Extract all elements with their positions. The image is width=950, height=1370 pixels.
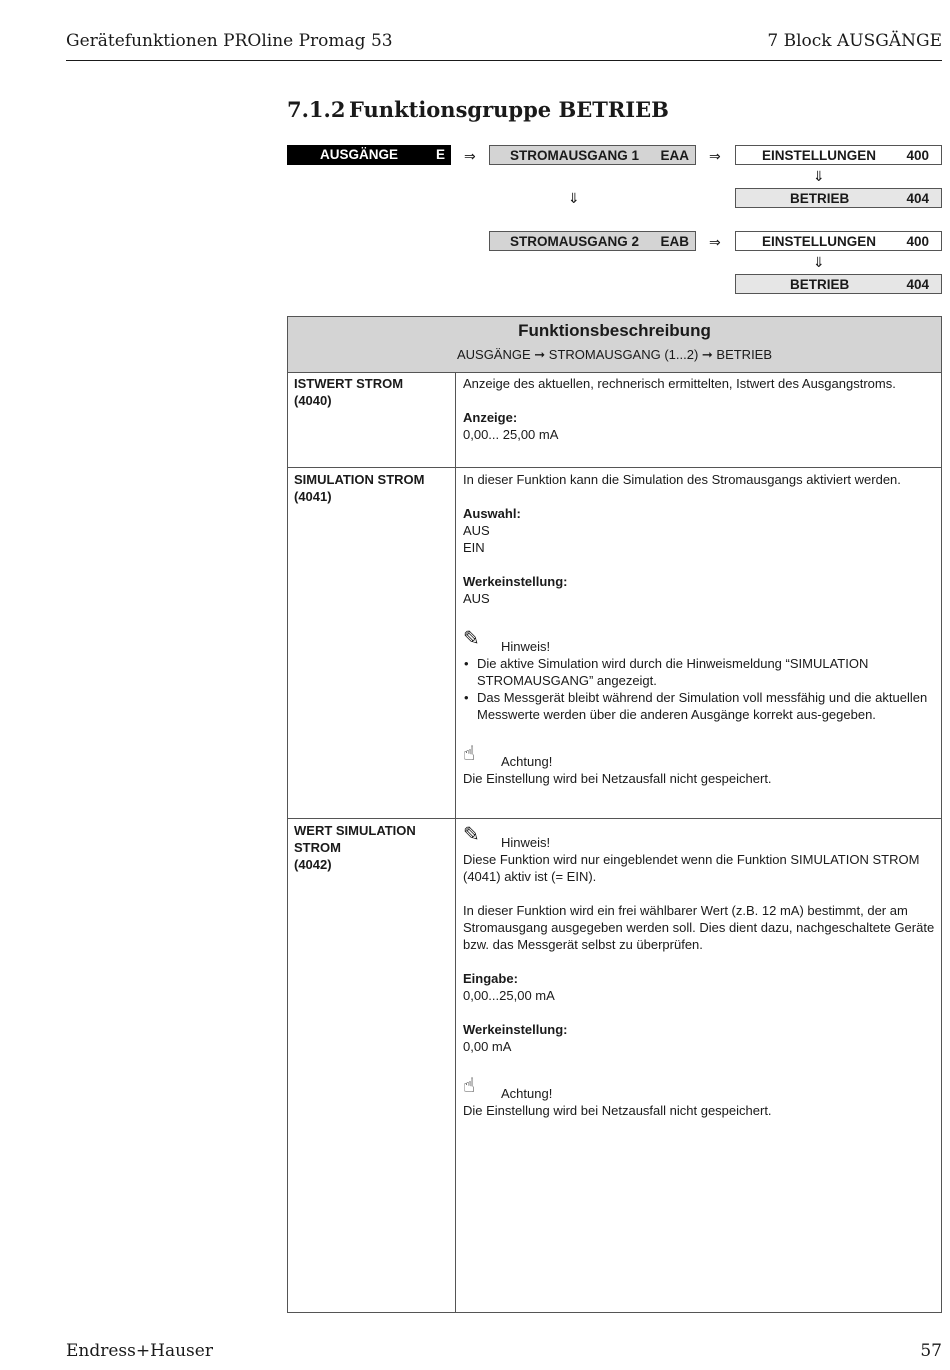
caution-block [463, 1077, 938, 1102]
box-stromausgang-1-label: STROMAUSGANG 1 [510, 148, 640, 163]
row-simulation-strom-desc [463, 471, 938, 787]
caution-block [463, 745, 938, 770]
box-ausgaenge-code: E [435, 147, 445, 162]
box-stromausgang-1 [489, 145, 696, 165]
caution-text: Die Einstellung wird bei Netzausfall nicht gespeichert. [463, 1103, 772, 1118]
display-value: 0,00... 25,00 mA [463, 427, 559, 442]
default-label: Werkeinstellung: [463, 574, 568, 589]
function-code: (4042) [294, 857, 332, 872]
section-number: 7.1.2 [287, 97, 346, 122]
pointing-hand-icon: ☝ [463, 743, 476, 765]
box-stromausgang-2 [489, 231, 696, 251]
arrow-right-icon: ⇒ [709, 148, 721, 164]
input-value: 0,00...25,00 mA [463, 988, 555, 1003]
box-stromausgang-2-code: EAB [660, 234, 689, 249]
footer-brand: Endress+Hauser [66, 1341, 213, 1361]
row-wert-simulation-strom-desc [463, 822, 938, 1119]
function-description: Anzeige des aktuellen, rechnerisch ermittelten, Istwert des Ausgangstroms. [463, 376, 896, 391]
list-item: • Das Messgerät bleibt während der Simulation voll messfähig und die aktuellen Messwerte werden über die anderen Ausgänge korrekt aus-gegeben. [463, 689, 938, 723]
pointing-hand-icon: ☝ [463, 1075, 476, 1097]
function-name: WERT SIMULATION [294, 823, 416, 838]
box-einstellungen-2-code: 400 [906, 234, 929, 249]
default-value: AUS [463, 591, 490, 606]
box-einstellungen-1-label: EINSTELLUNGEN [762, 148, 877, 163]
pencil-icon: ✎ [463, 628, 480, 650]
list-item: • Die aktive Simulation wird durch die Hinweismeldung “SIMULATION STROMAUSGANG” angezeigt. [463, 655, 938, 689]
option-item: AUS [463, 523, 490, 538]
selection-label: Auswahl: [463, 506, 521, 521]
row-istwert-strom-desc [463, 375, 938, 443]
box-betrieb-1 [735, 188, 942, 208]
row-simulation-strom-label [294, 471, 444, 505]
box-betrieb-1-code: 404 [906, 191, 929, 206]
function-description: In dieser Funktion wird ein frei wählbarer Wert (z.B. 12 mA) bestimmt, der am Stromausgang ausgegeben werden soll. Dies dient dazu, nachgeschaltete Geräte bzw. das Messgerät selbst zu überprüfen. [463, 903, 935, 952]
note-label: Hinweis! [501, 835, 551, 850]
page-header-chapter: 7 Block AUSGÄNGE [767, 31, 942, 51]
input-label: Eingabe: [463, 971, 518, 986]
box-stromausgang-2-label: STROMAUSGANG 2 [510, 234, 640, 249]
note-text: Diese Funktion wird nur eingeblendet wenn die Funktion SIMULATION STROM (4041) aktiv ist (= EIN). [463, 852, 920, 884]
page-number: 57 [920, 1341, 942, 1361]
row-wert-simulation-strom-label [294, 822, 444, 873]
box-betrieb-2 [735, 274, 942, 294]
function-name: SIMULATION STROM [294, 472, 425, 487]
row-divider [288, 467, 941, 468]
row-istwert-strom-label [294, 375, 444, 409]
box-betrieb-2-label: BETRIEB [790, 277, 850, 292]
function-name: ISTWERT STROM [294, 376, 404, 391]
box-einstellungen-2-label: EINSTELLUNGEN [762, 234, 877, 249]
box-betrieb-1-label: BETRIEB [790, 191, 850, 206]
table-title: Funktionsbeschreibung [518, 321, 711, 340]
display-label: Anzeige: [463, 410, 518, 425]
default-value: 0,00 mA [463, 1039, 512, 1054]
box-betrieb-2-code: 404 [906, 277, 929, 292]
box-ausgaenge [287, 145, 451, 165]
option-item: EIN [463, 540, 485, 555]
box-einstellungen-2 [735, 231, 942, 251]
table-path: AUSGÄNGE ➞ STROMAUSGANG (1...2) ➞ BETRIEB [456, 347, 773, 362]
caution-text: Die Einstellung wird bei Netzausfall nicht gespeichert. [463, 771, 772, 786]
function-code: (4041) [294, 489, 332, 504]
section-title [287, 97, 669, 122]
header-rule [66, 60, 942, 61]
function-code: (4040) [294, 393, 332, 408]
section-name: Funktionsgruppe BETRIEB [349, 97, 669, 122]
box-einstellungen-1-code: 400 [906, 148, 929, 163]
row-divider [288, 818, 941, 819]
box-ausgaenge-label: AUSGÄNGE [320, 147, 399, 162]
default-label: Werkeinstellung: [463, 1022, 568, 1037]
arrow-down-icon: ⇓ [813, 168, 825, 184]
function-description: In dieser Funktion kann die Simulation des Stromausgangs aktiviert werden. [463, 472, 901, 487]
note-label: Hinweis! [501, 639, 551, 654]
box-einstellungen-1 [735, 145, 942, 165]
table-header [288, 317, 941, 373]
note-bullet-list [463, 655, 938, 723]
arrow-down-icon: ⇓ [568, 190, 580, 206]
caution-label: Achtung! [501, 754, 553, 769]
function-table [287, 316, 942, 1313]
page-header-title: Gerätefunktionen PROline Promag 53 [66, 31, 393, 51]
arrow-down-icon: ⇓ [813, 254, 825, 270]
pencil-icon: ✎ [463, 824, 480, 846]
box-stromausgang-1-code: EAA [660, 148, 689, 163]
note-block [463, 630, 938, 655]
arrow-right-icon: ⇒ [709, 234, 721, 250]
caution-label: Achtung! [501, 1086, 553, 1101]
column-divider [455, 372, 456, 1312]
function-name: STROM [294, 840, 341, 855]
note-block [463, 826, 938, 851]
arrow-right-icon: ⇒ [464, 148, 476, 164]
